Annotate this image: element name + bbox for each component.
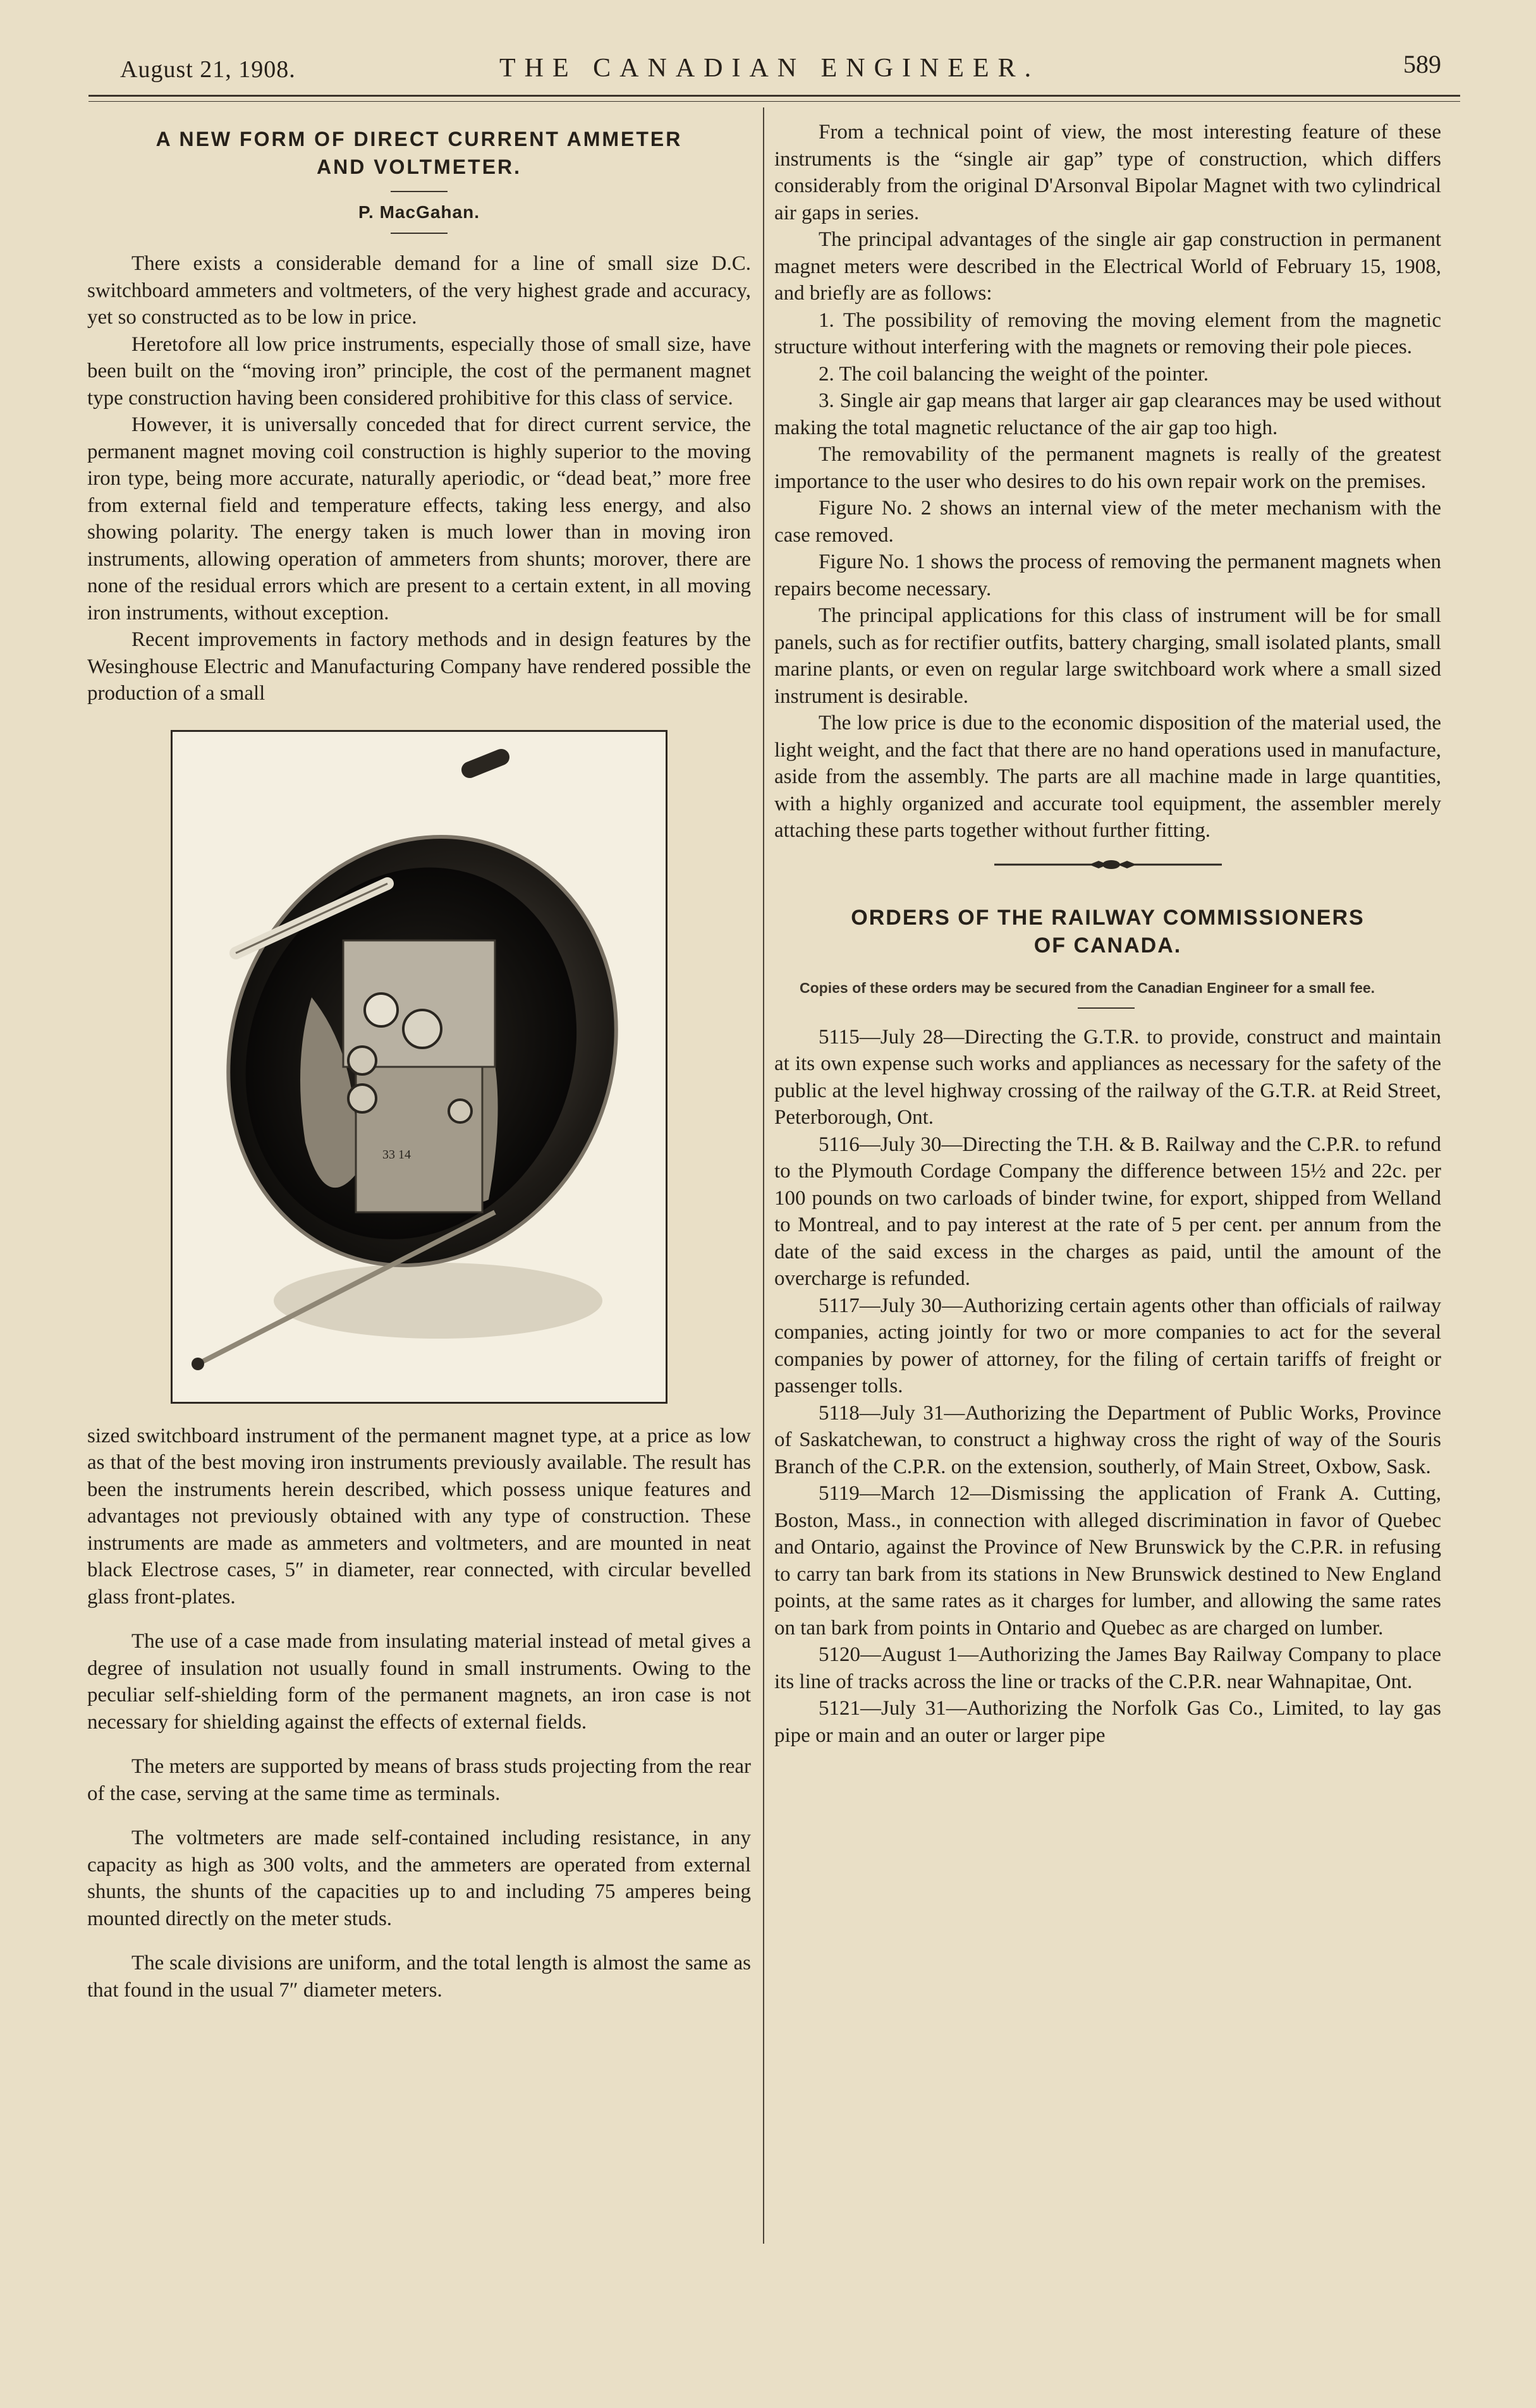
order-item: 5118—July 31—Authorizing the Department of Public Works, Province of Saskatchewan, to construct a highway cross the right of way of the Souris Branch of the C.P.R. on the extension, southerly, of Main Street, Oxbow, Sask. [774, 1401, 1441, 1478]
header-rule [88, 95, 1460, 97]
paragraph: Recent improvements in factory methods and in design features by the Wesinghouse Electric and Manufacturing Company have rendered possible the production of a small [87, 628, 751, 705]
orders-title-line: ORDERS OF THE RAILWAY COMMISSIONERS [851, 905, 1365, 930]
left-column [87, 114, 751, 2004]
article-title-line: A NEW FORM OF DIRECT CURRENT AMMETER [155, 128, 683, 150]
paragraph: There exists a considerable demand for a line of small size D.C. switchboard ammeters and voltmeters, of the very highest grade and accuracy, yet so constructed as to be low in price. [87, 252, 751, 329]
paragraph: The removability of the permanent magnets is really of the greatest importance to the user who desires to do his own repair work on the premises. [774, 443, 1441, 493]
article-title [87, 125, 751, 181]
order-item: 5119—March 12—Dismissing the application of Frank A. Cutting, Boston, Mass., in connection with alleged discrimination in favor of Quebec and Ontario, against the Province of New Brunswick by the C.P.R. in refusing to carry tan bark from its stations in New Brunswick destined to New England points, at the same rates as it charges for lumber, and allowing the same rates on tan bark from points in Ontario and Quebec as are charged on lumber. [774, 1482, 1441, 1639]
section-ornament [994, 858, 1222, 871]
orders-note: Copies of these orders may be secured from the Canadian Engineer for a small fee. [800, 979, 1375, 996]
paragraph: The principal advantages of the single air gap construction in permanent magnet meters were described in the Electrical World of February 15, 1908, and briefly are as follows: [774, 228, 1441, 305]
paragraph: From a technical point of view, the most interesting feature of these instruments is the “single air gap” type of construction, which differs considerably from the original D'Arsonval Bipolar Magnet with two cylindrical air gaps in series. [774, 121, 1441, 224]
list-item: 3. Single air gap means that larger air gap clearances may be used without making the total magnetic reluctance of the air gap too high. [774, 389, 1441, 439]
paragraph: The voltmeters are made self-contained including resistance, in any capacity as high as 300 volts, and the ammeters are operated from external shunts, the shunts of the capacities up to and including 75 amperes being mounted directly on the meter studs. [87, 1827, 751, 1930]
meter-photograph [171, 730, 667, 1404]
order-item: 5120—August 1—Authorizing the James Bay Railway Company to place its line of tracks across the line or tracks of the C.P.R. near Wahnapitae, Ont. [774, 1643, 1441, 1693]
orders-rule [1078, 1007, 1135, 1009]
paragraph: sized switchboard instrument of the permanent magnet type, at a price as low as that of the best moving iron instruments previously available. The result has been the instruments herein described, which possess unique features and advantages not previously obtained with any type of construction. These instruments are made as ammeters and voltmeters, and are mounted in neat black Electrose cases, 5″ in diameter, rear connected, with circular bevelled glass front-plates. [87, 1424, 751, 1608]
orders-section-title [774, 904, 1441, 959]
paragraph: The principal applications for this class of instrument will be for small panels, such as for rectifier outfits, battery charging, small isolated plants, small marine plants, or even on regular large switchboard work where a small sized instrument is desirable. [774, 604, 1441, 708]
issue-date: August 21, 1908. [120, 56, 296, 83]
paragraph: Heretofore all low price instruments, especially those of small size, have been built on the “moving iron” principle, the cost of the permanent magnet type construction having been considered prohibitive for this class of service. [87, 332, 751, 410]
paragraph: The scale divisions are uniform, and the total length is almost the same as that found in the usual 7″ diameter meters. [87, 1952, 751, 2002]
paragraph: Figure No. 1 shows the process of removing the permanent magnets when repairs become necessary. [774, 550, 1441, 600]
paragraph: However, it is universally conceded that for direct current service, the permanent magnet moving coil construction is highly superior to the moving iron type, being more accurate, naturally aperiodic, or “dead beat,” more free from external field and temperature effects, taking less energy, and also showing polarity. The energy taken is much lower than in moving iron instruments, allowing operation of ammeters from shunts; morover, there are none of the residual errors which are present to a certain extent, in all moving iron instruments, without exception. [87, 413, 751, 624]
list-item: 1. The possibility of removing the moving element from the magnetic structure without interfering with the magnets or removing their pole pieces. [774, 308, 1441, 358]
meter-illustration [173, 732, 666, 1402]
order-item: 5117—July 30—Authorizing certain agents other than officials of railway companies, acting jointly for two or more companies to act for the several companies by power of attorney, for the filing of certain tariffs of freight or passenger tolls. [774, 1294, 1441, 1397]
page-number: 589 [1403, 50, 1441, 78]
article-author: P. MacGahan. [358, 202, 480, 222]
title-rule [391, 191, 448, 192]
order-item: 5116—July 30—Directing the T.H. & B. Railway and the C.P.R. to refund to the Plymouth Cordage Company the difference between 15½ and 22c. per 100 pounds on two carloads of binder twine, for export, shipped from Welland to Montreal, and to pay interest at the rate of 5 per cent. per annum from the date of the said excess in the charges as paid, until the amount of the overcharge is refunded. [774, 1133, 1441, 1290]
paragraph: The low price is due to the economic disposition of the material used, the light weight, and the fact that there are no hand operations used in manufacture, aside from the assembly. The parts are all machine made in large quantities, with a highly organized and accurate tool equipment, the assembler merely attaching these parts together without further fitting. [774, 712, 1441, 842]
order-item: 5121—July 31—Authorizing the Norfolk Gas Co., Limited, to lay gas pipe or main and an outer or larger pipe [774, 1697, 1441, 1747]
page-header [120, 49, 1460, 94]
paragraph: The meters are supported by means of brass studs projecting from the rear of the case, serving at the same time as terminals. [87, 1755, 751, 1805]
paragraph: Figure No. 2 shows an internal view of the meter mechanism with the case removed. [774, 497, 1441, 547]
order-item: 5115—July 28—Directing the G.T.R. to provide, construct and maintain at its own expense such works and appliances as necessary for the safety of the public at the level highway crossing of the railway of the G.T.R. at Reid Street, Peterborough, Ont. [774, 1025, 1441, 1129]
author-rule [391, 233, 448, 234]
paragraph: The use of a case made from insulating material instead of metal gives a degree of insulation not usually found in small instruments. Owing to the peculiar self-shielding form of the permanent magnets, an iron case is not necessary for shielding against the effects of external fields. [87, 1630, 751, 1734]
column-divider [763, 107, 764, 2244]
journal-title: THE CANADIAN ENGINEER. [499, 54, 1040, 83]
article-title-line: AND VOLTMETER. [316, 155, 522, 178]
right-column [774, 114, 1441, 1749]
orders-title-line: OF CANADA. [1033, 933, 1182, 958]
header-rule-thin [88, 101, 1460, 102]
list-item: 2. The coil balancing the weight of the pointer. [819, 362, 1209, 386]
meter-label: 33 14 [382, 1147, 411, 1162]
